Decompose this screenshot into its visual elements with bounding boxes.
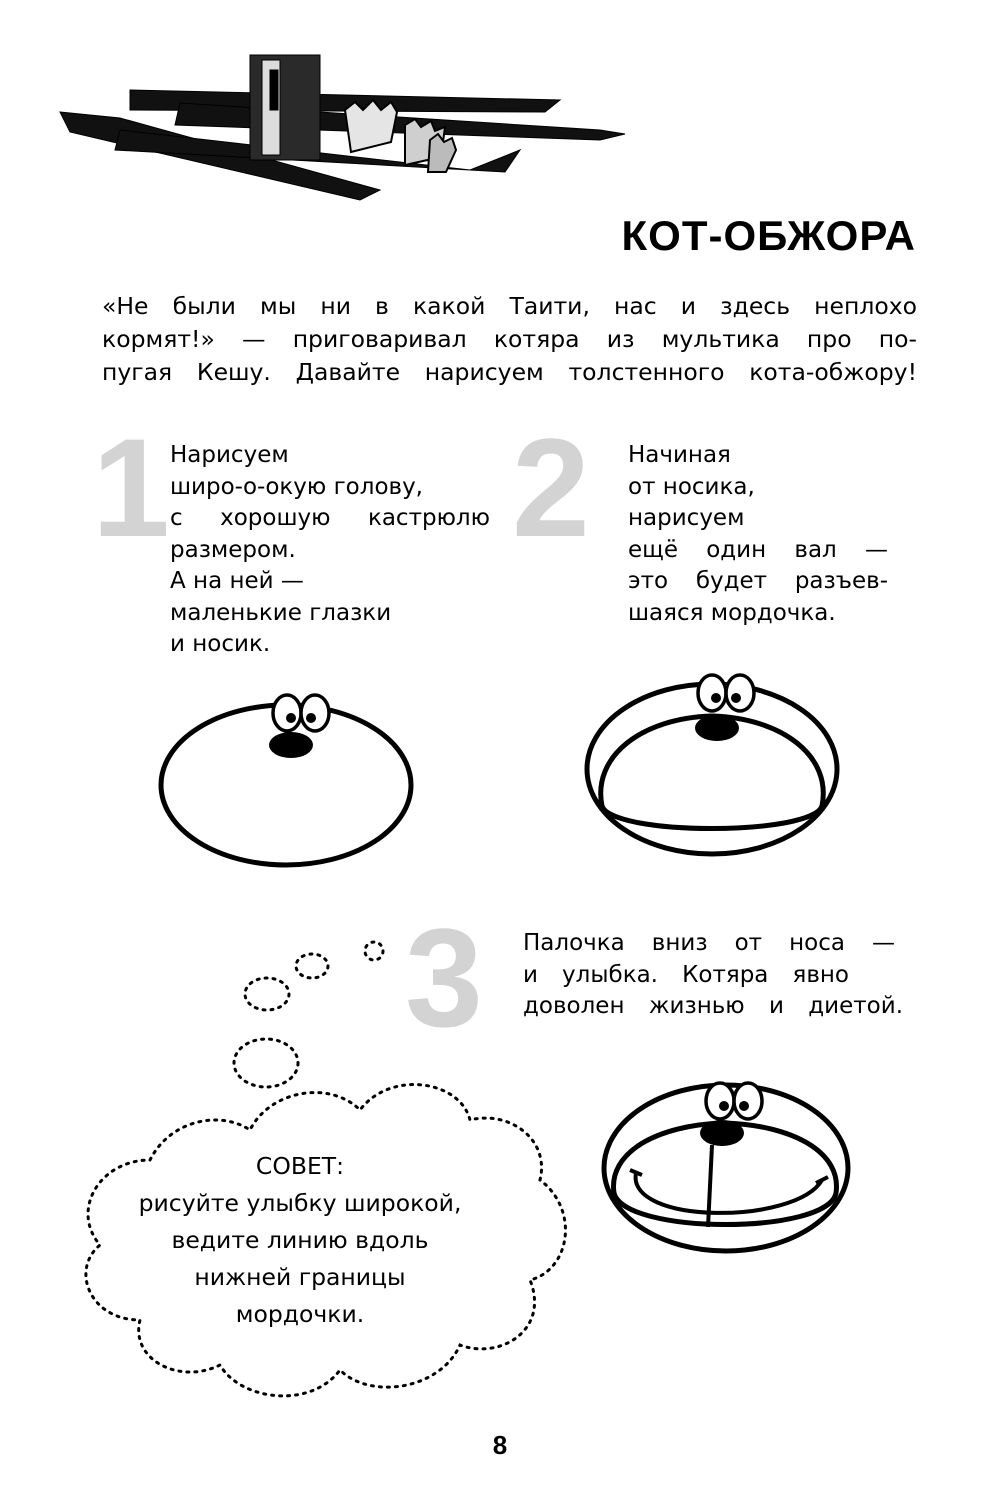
step-number-3: 3 (405, 899, 483, 1056)
step-line: это будет разъев- (628, 568, 888, 594)
intro-line: пугая Кешу. Давайте нарисуем толстенного кота-обжору! (102, 358, 917, 386)
step-line: и носик. (170, 631, 271, 657)
step-line: от носика, (628, 473, 755, 500)
step-number-2: 2 (512, 409, 590, 566)
step-line: шаяся мордочка. (628, 599, 836, 626)
intro-line: кормят!» — приговаривал котяра из мультика про по- (102, 325, 917, 353)
advice-heading: СОВЕТ: (255, 1152, 345, 1180)
step-line: А на ней — (170, 568, 304, 594)
intro-line: «Не были мы ни в какой Таити, нас и здесь неплохо (102, 292, 917, 320)
page-number: 8 (492, 1430, 508, 1460)
step-line: ещё один вал — (628, 536, 888, 563)
step-line: с хорошую кастрюлю (170, 505, 490, 531)
advice-line: рисуйте улыбку широкой, (138, 1189, 462, 1217)
step-number-1: 1 (92, 409, 170, 566)
step-line: Нарисуем (170, 442, 289, 468)
advice-text (100, 1148, 500, 1333)
page-title: КОТ-ОБЖОРА (621, 212, 916, 259)
step-line: доволен жизнью и диетой. (523, 993, 903, 1019)
advice-line: ведите линию вдоль (171, 1226, 429, 1254)
step-line: размером. (170, 536, 296, 563)
step-line: нарисуем (628, 505, 745, 531)
advice-line: нижней границы (194, 1263, 406, 1291)
step-line: широ-о-окую голову, (170, 473, 423, 500)
step-line: Палочка вниз от носа — (523, 930, 895, 956)
step-line: и улыбка. Котяра явно (523, 961, 849, 988)
advice-line: мордочки. (235, 1300, 365, 1328)
step-line: Начиная (628, 442, 731, 468)
step-line: маленькие глазки (170, 599, 392, 626)
